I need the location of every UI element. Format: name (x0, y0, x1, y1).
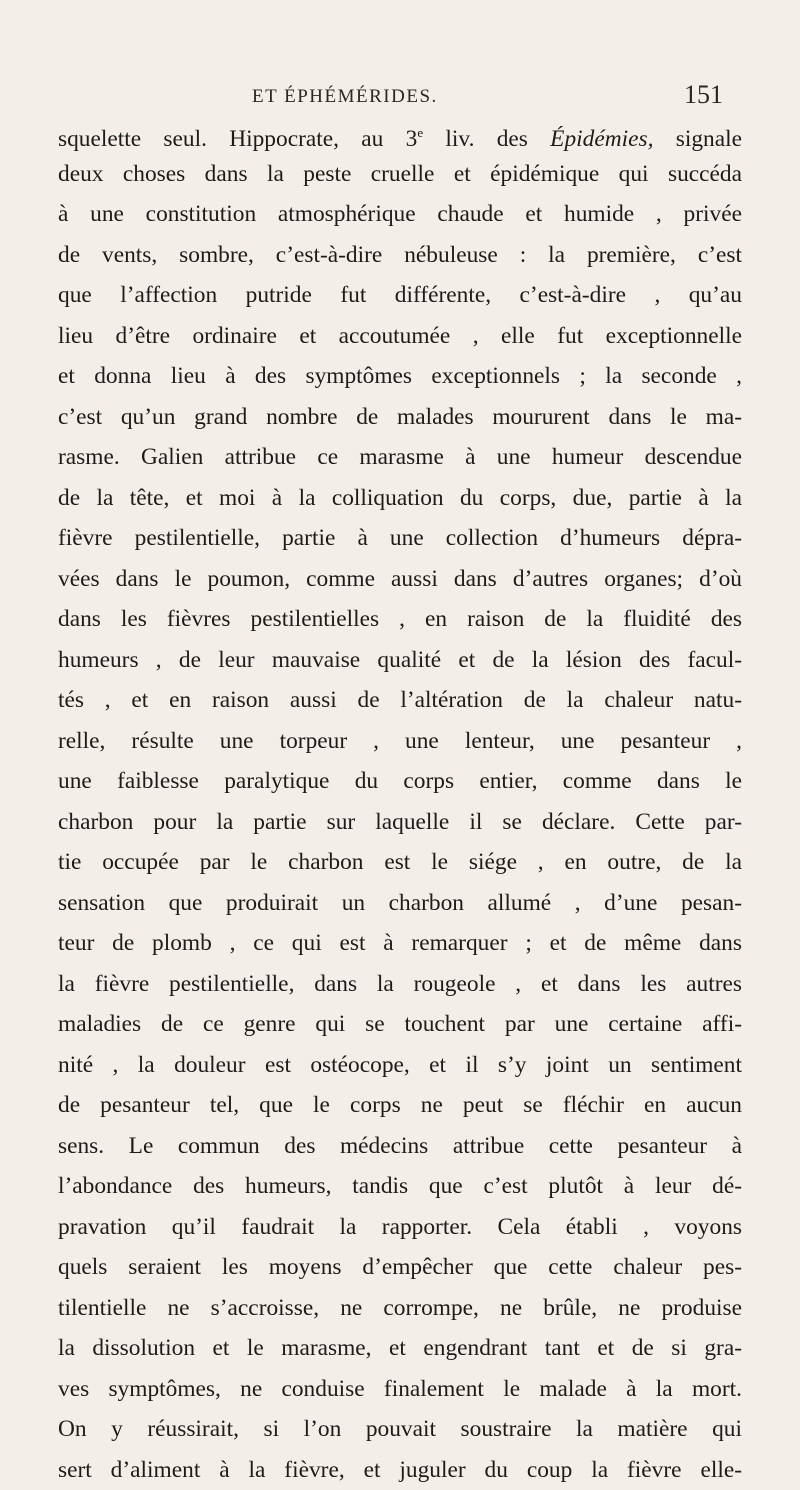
text-line: sensation que produirait un charbon allumé , d’une pesan- (58, 883, 742, 924)
text-line: squelette seul. Hippocrate, au 3e liv. des Épidémies, signale (58, 113, 742, 154)
text-line: fièvre pestilentielle, partie à une collection d’humeurs dépra- (58, 518, 742, 559)
text-line: tilentielle ne s’accroisse, ne corrompe, ne brûle, ne produise (58, 1288, 742, 1329)
text-line: de vents, sombre, c’est-à-dire nébuleuse : la première, c’est (58, 235, 742, 276)
body-text (58, 113, 742, 1490)
text-line: relle, résulte une torpeur , une lenteur, une pesanteur , (58, 721, 742, 762)
text-line: deux choses dans la peste cruelle et épidémique qui succéda (58, 154, 742, 195)
text-line: humeurs , de leur mauvaise qualité et de la lésion des facul- (58, 640, 742, 681)
text-line: tie occupée par le charbon est le siége , en outre, de la (58, 842, 742, 883)
text-line: nité , la douleur est ostéocope, et il s’y joint un sentiment (58, 1045, 742, 1086)
text-line: sert d’aliment à la fièvre, et juguler du coup la fièvre elle- (58, 1450, 742, 1490)
text-line: de pesanteur tel, que le corps ne peut se fléchir en aucun (58, 1085, 742, 1126)
text-line: l’abondance des humeurs, tandis que c’est plutôt à leur dé- (58, 1166, 742, 1207)
text-line: de la tête, et moi à la colliquation du corps, due, partie à la (58, 478, 742, 519)
text-line: à une constitution atmosphérique chaude et humide , privée (58, 194, 742, 235)
text-line: vées dans le poumon, comme aussi dans d’autres organes; d’où (58, 559, 742, 600)
text-line: la fièvre pestilentielle, dans la rougeole , et dans les autres (58, 964, 742, 1005)
text-line: On y réussirait, si l’on pouvait soustraire la matière qui (58, 1409, 742, 1450)
text-line: et donna lieu à des symptômes exceptionnels ; la seconde , (58, 356, 742, 397)
text-line: que l’affection putride fut différente, c’est-à-dire , qu’au (58, 275, 742, 316)
text-line: charbon pour la partie sur laquelle il se déclare. Cette par- (58, 802, 742, 843)
page-number: 151 (684, 80, 723, 110)
text-line: une faiblesse paralytique du corps entier, comme dans le (58, 761, 742, 802)
text-line: rasme. Galien attribue ce marasme à une humeur descendue (58, 437, 742, 478)
text-line: pravation qu’il faudrait la rapporter. Cela établi , voyons (58, 1207, 742, 1248)
text-line: quels seraient les moyens d’empêcher que cette chaleur pes- (58, 1247, 742, 1288)
text-line: la dissolution et le marasme, et engendrant tant et de si gra- (58, 1328, 742, 1369)
text-line: c’est qu’un grand nombre de malades moururent dans le ma- (58, 397, 742, 438)
text-line: dans les fièvres pestilentielles , en raison de la fluidité des (58, 599, 742, 640)
text-line: ves symptômes, ne conduise finalement le malade à la mort. (58, 1369, 742, 1410)
text-line: maladies de ce genre qui se touchent par une certaine affi- (58, 1004, 742, 1045)
text-line: tés , et en raison aussi de l’altération de la chaleur natu- (58, 680, 742, 721)
text-line: sens. Le commun des médecins attribue cette pesanteur à (58, 1126, 742, 1167)
text-line: teur de plomb , ce qui est à remarquer ; et de même dans (58, 923, 742, 964)
running-title: ET ÉPHÉMÉRIDES. (252, 86, 438, 108)
text-line: lieu d’être ordinaire et accoutumée , elle fut exceptionnelle (58, 316, 742, 357)
